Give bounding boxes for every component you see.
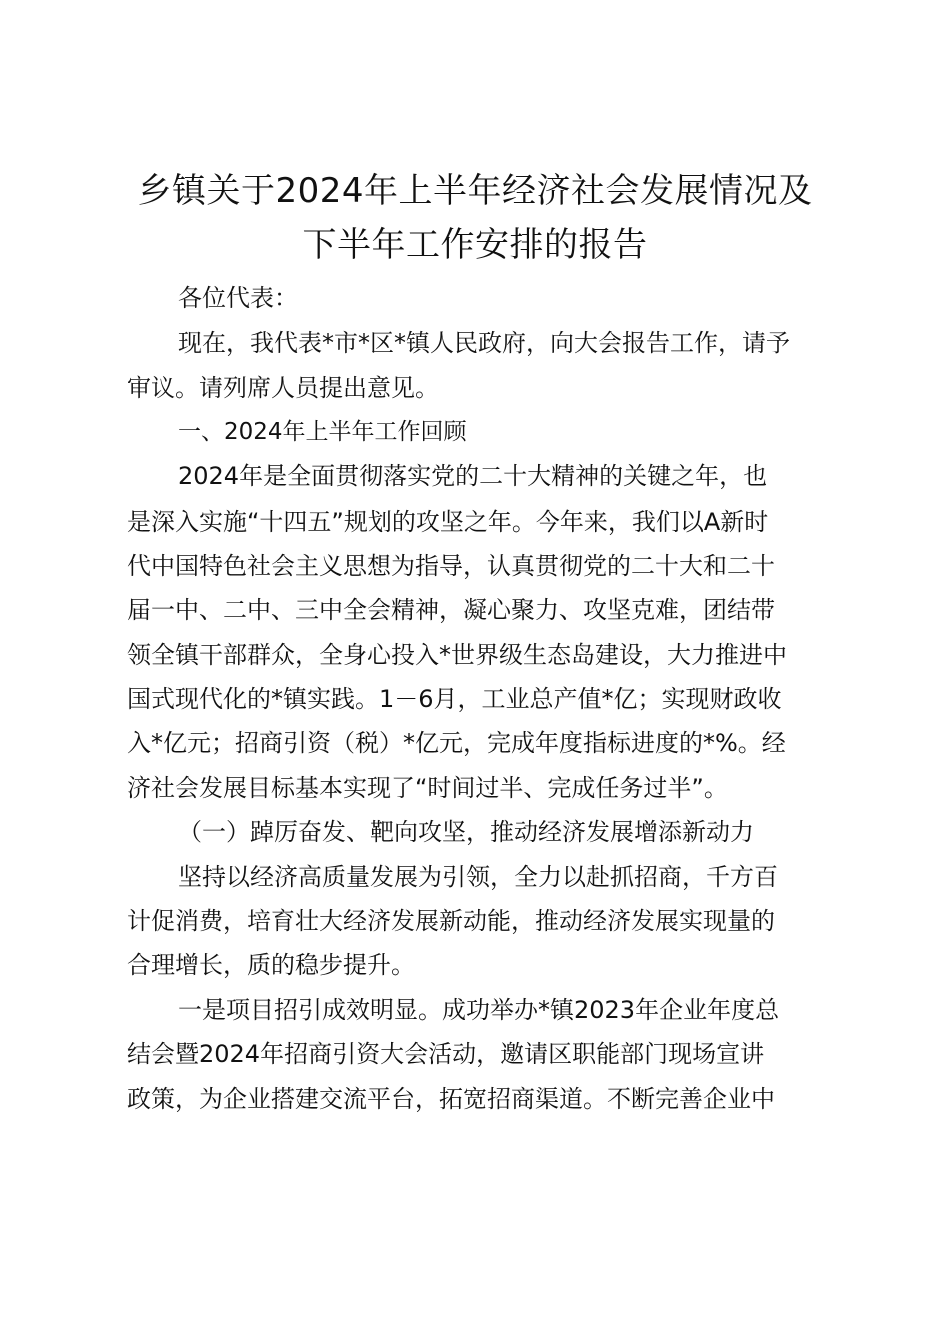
paragraph-line: 国式现代化的*镇实践。1－6月，工业总产值*亿；实现财政收 (127, 685, 782, 713)
paragraph-line: 领全镇干部群众，全身心投入*世界级生态岛建设，大力推进中 (127, 641, 787, 669)
paragraph-line: 入*亿元；招商引资（税）*亿元，完成年度指标进度的*%。经 (127, 729, 786, 757)
paragraph-line: 代中国特色社会主义思想为指导，认真贯彻党的二十大和二十 (127, 552, 775, 580)
section-heading: 一、2024年上半年工作回顾 (178, 419, 467, 445)
document-title-line-1: 乡镇关于2024年上半年经济社会发展情况及 (137, 171, 813, 211)
paragraph-line: 一是项目招引成效明显。成功举办*镇2023年企业年度总 (178, 996, 780, 1024)
paragraph-line: 各位代表： (178, 284, 298, 312)
document-title-line-2: 下半年工作安排的报告 (302, 225, 648, 265)
paragraph-line: 审议。请列席人员提出意见。 (127, 374, 439, 402)
paragraph-line: 现在，我代表*市*区*镇人民政府，向大会报告工作，请予 (178, 329, 790, 357)
paragraph-line: 结会暨2024年招商引资大会活动，邀请区职能部门现场宣讲 (127, 1040, 765, 1068)
paragraph-line: 坚持以经济高质量发展为引领，全力以赴抓招商，千方百 (178, 863, 778, 891)
paragraph-line: 济社会发展目标基本实现了“时间过半、完成任务过半”。 (127, 774, 728, 802)
paragraph-line: 届一中、二中、三中全会精神，凝心聚力、攻坚克难，团结带 (127, 596, 775, 624)
paragraph-line: 政策，为企业搭建交流平台，拓宽招商渠道。不断完善企业中 (127, 1085, 775, 1113)
paragraph-line: 2024年是全面贯彻落实党的二十大精神的关键之年，也 (178, 462, 768, 490)
paragraph-line: 合理增长，质的稳步提升。 (127, 951, 415, 979)
paragraph-line: （一）踔厉奋发、靶向攻坚，推动经济发展增添新动力 (178, 818, 754, 846)
paragraph-line: 是深入实施“十四五”规划的攻坚之年。今年来，我们以A新时 (127, 508, 769, 536)
paragraph-line: 计促消费，培育壮大经济发展新动能，推动经济发展实现量的 (127, 907, 775, 935)
